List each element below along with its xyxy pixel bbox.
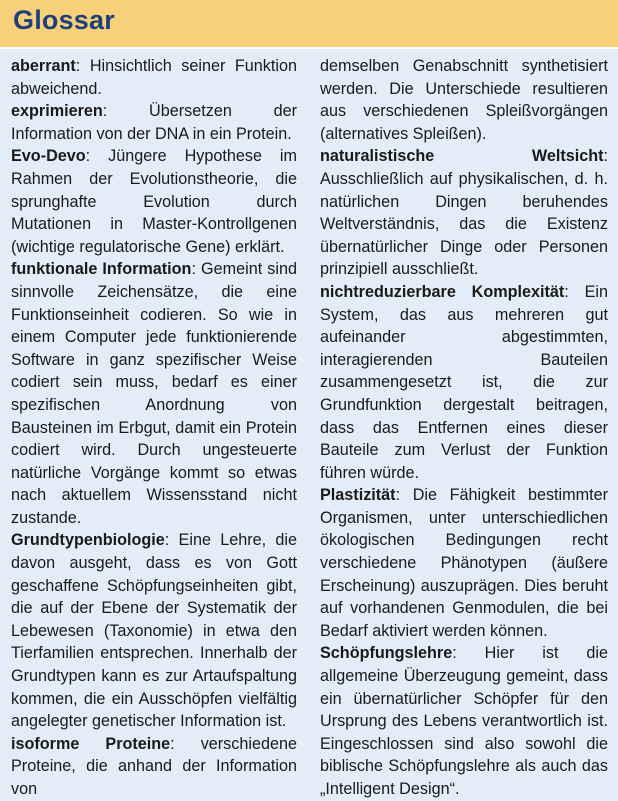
glossary-term: isoforme Proteine <box>11 734 171 753</box>
glossary-term: naturalistische Weltsicht <box>320 147 604 166</box>
glossary-entry-evo-devo <box>11 145 297 258</box>
glossary-definition: : Jüngere Hypothese im Rahmen der Evolutionstheorie, die sprunghafte Evolution durch Mutationen in Master-Kontrollgenen (wichtige regulatorische Gene) erklärt. <box>11 147 297 256</box>
left-column <box>11 55 297 801</box>
glossary-definition: : Die Fähigkeit bestimmter Organismen, unter unterschiedlichen ökologischen Bedingungen recht verschiedene Phänotypen (äußere Erscheinung) auszuprägen. Dies beruht auf vorhandenen Genmodulen, die bei Bedarf aktiviert werden können. <box>320 486 608 640</box>
glossary-entry-aberrant <box>11 55 297 100</box>
page-title: Glossar <box>13 5 115 35</box>
glossary-entry-nichtreduzierbare-komplexitaet <box>320 281 608 484</box>
right-column <box>320 55 608 801</box>
glossary-term: Plastizität <box>320 486 396 505</box>
glossary-definition: : Ausschließlich auf physikalischen, d. h. natürlichen Dingen beruhendes Weltverständnis, das die Existenz übernatürlicher Dinge oder Personen prinzipiell ausschließt. <box>320 147 608 279</box>
glossary-term: aberrant <box>11 57 76 75</box>
glossary-entry-continuation: demselben Genabschnitt synthetisiert werden. Die Unterschiede resultieren aus verschiedenen Spleißvorgängen (alternatives Spleißen). <box>320 57 608 143</box>
glossary-term: Schöpfungslehre <box>320 644 453 663</box>
glossary-definition: : Eine Lehre, die davon ausgeht, dass es von Gott geschaffene Schöpfungseinheiten gibt, die auf der Ebene der Systematik der Lebewesen (Taxonomie) in etwa den Tierfamilien entsprechen. Innerhalb der Grundtypen kann es zur Artaufspaltung kommen, die ein Ausschöpfen vielfältig angelegter genetischer Information ist. <box>11 531 297 731</box>
glossary-header <box>0 0 618 49</box>
glossary-entry-exprimieren <box>11 100 297 145</box>
glossary-entry-schoepfungslehre <box>320 642 608 800</box>
glossary-definition: : Hier ist die allgemeine Überzeugung gemeint, dass ein übernatürlicher Schöpfer für den Ursprung des Lebens verantwortlich ist. Eingeschlossen sind also sowohl die biblische Schöpfungslehre als auch das „Intelligent Design“. <box>320 644 608 798</box>
glossary-term: Evo-Devo <box>11 147 86 166</box>
glossary-entry-funktionale-information <box>11 258 297 529</box>
glossary-entry-naturalistische-weltsicht <box>320 145 608 281</box>
glossary-definition: : Gemeint sind sinnvolle Zeichensätze, die eine Funktionseinheit codieren. So wie in einem Computer jede funktionierende Software in ganz spezifischer Weise codiert sein muss, bedarf es einer spezifischen Anordnung von Bausteinen im Erbgut, damit ein Protein codiert wird. Durch ungesteuerte natürliche Vorgänge kommt so etwas nach aktuellem Wissensstand nicht zustande. <box>11 260 297 527</box>
glossary-definition: : Ein System, das aus mehreren gut aufeinander abgestimmten, interagierenden Bauteilen zusammengesetzt ist, die zur Grundfunktion dergestalt beitragen, dass das Entfernen eines dieser Bauteile zum Verlust der Funktion führen würde. <box>320 282 608 482</box>
glossary-term: funktionale Information <box>11 260 192 279</box>
glossary-definition: : Hinsichtlich seiner Funktion abweichend. <box>11 57 297 98</box>
glossary-definition: : verschiedene Proteine, die anhand der Information von <box>11 734 297 798</box>
glossary-term: nichtreduzierbare Komplexität <box>320 282 565 301</box>
glossary-entry-isoforme-proteine <box>11 733 297 801</box>
glossary-definition: : Übersetzen der Information von der DNA in ein Protein. <box>11 102 297 143</box>
glossary-term: exprimieren <box>11 102 103 121</box>
glossary-entry-plastizitaet <box>320 484 608 642</box>
glossary-term: Grundtypenbiologie <box>11 531 165 550</box>
glossary-entry-grundtypenbiologie <box>11 529 297 732</box>
